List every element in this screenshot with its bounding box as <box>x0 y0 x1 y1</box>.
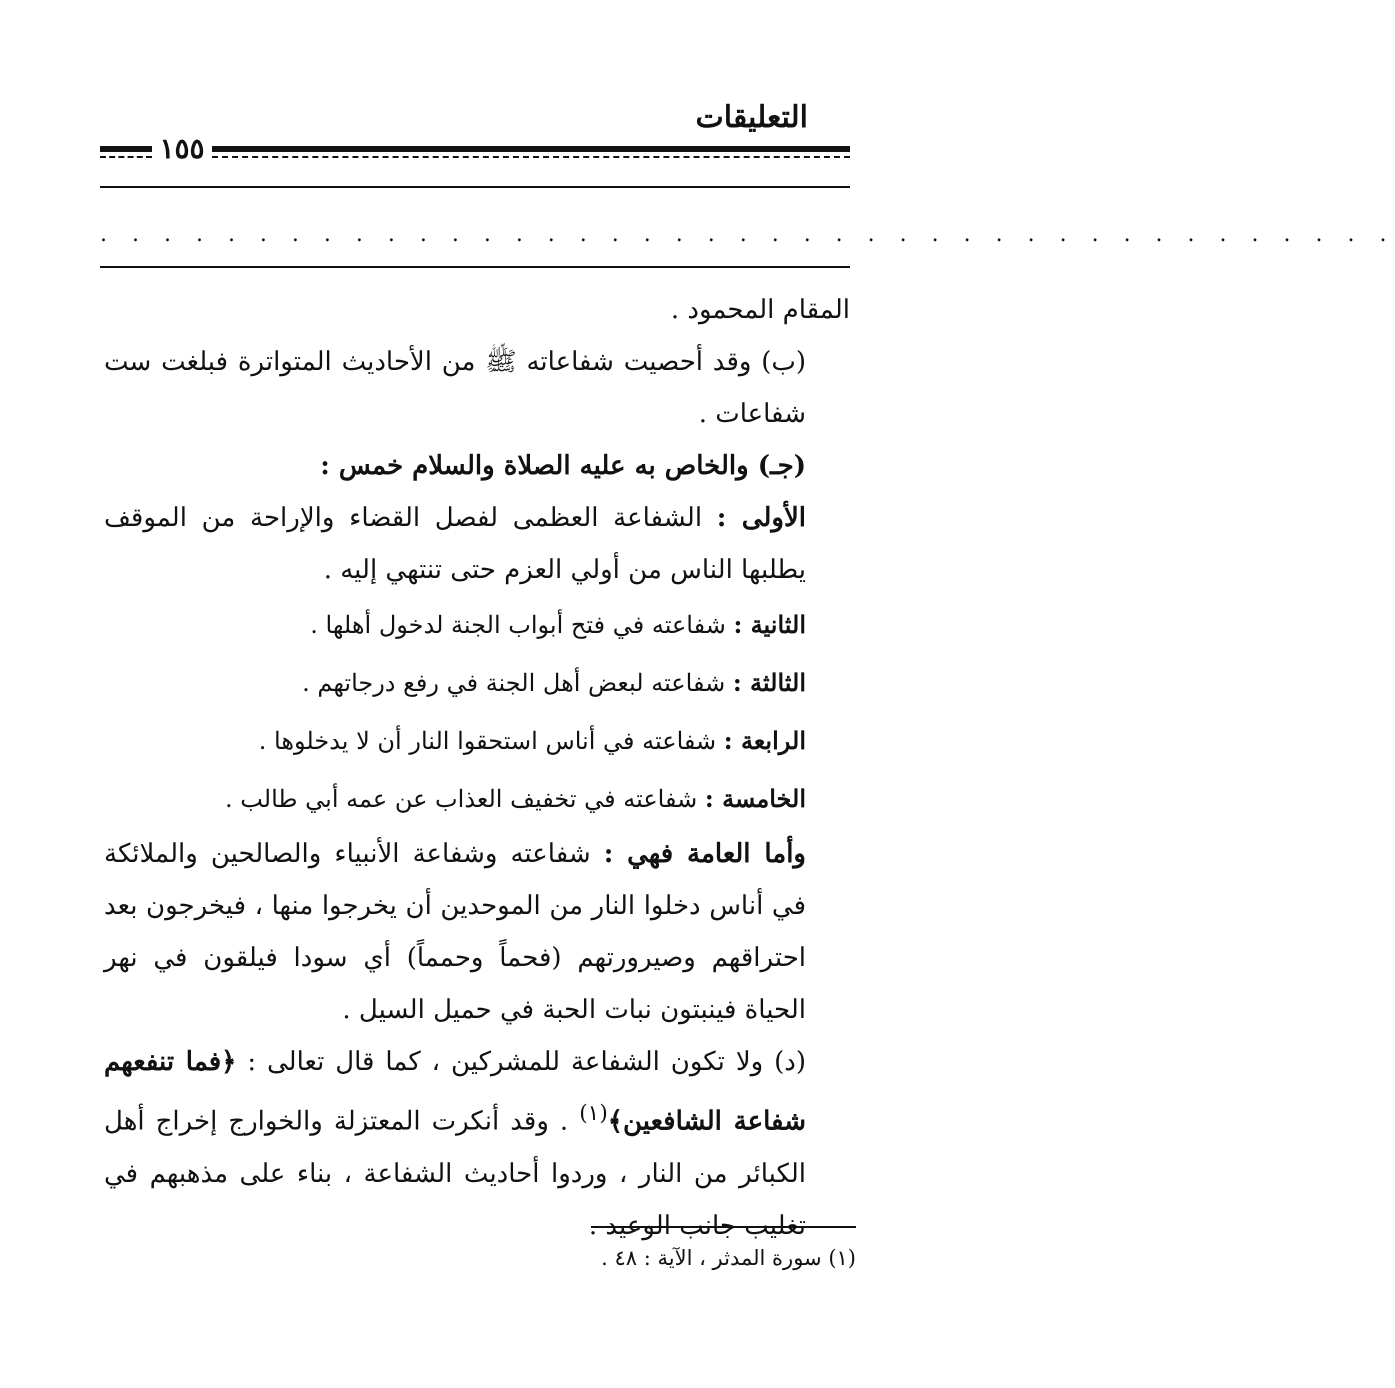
list-item <box>104 770 850 828</box>
running-header-title: التعليقات <box>695 100 808 135</box>
paragraph <box>104 828 850 1036</box>
item-label: الأولى : <box>716 503 806 533</box>
list-item <box>104 712 850 770</box>
footnote-ref: (١) <box>579 1101 608 1126</box>
item-text: شفاعته لبعض أهل الجنة في رفع درجاتهم . <box>302 669 733 697</box>
item-text: الشفاعة العظمى لفصل القضاء والإراحة من الموقف يطلبها الناس من أولي العزم حتى تنتهي إليه . <box>104 503 806 585</box>
paragraph-heading: (جـ) والخاص به عليه الصلاة والسلام خمس : <box>320 451 806 481</box>
item-label: وأما العامة فهي : <box>603 839 806 869</box>
header-rule-left <box>100 146 152 152</box>
paragraph <box>104 1036 850 1252</box>
item-text: شفاعته في تخفيف العذاب عن عمه أبي طالب . <box>224 785 705 813</box>
item-label: الرابعة : <box>723 726 806 755</box>
item-text: شفاعته وشفاعة الأنبياء والصالحين والملائكة في أناس دخلوا النار من الموحدين أن يخرجوا منها ، فيخرجون بعد احتراقهم وصيرورتهم (فحماً وحمماً) أي سودا فيلقون في نهر الحياة فينبتون نبات الحبة في حميل السيل . <box>104 839 806 1025</box>
separator-rule-top <box>100 186 850 188</box>
header-rule-left-dashed <box>100 156 152 158</box>
list-item <box>104 596 850 654</box>
item-text: شفاعته في أناس استحقوا النار أن لا يدخلوها . <box>258 727 724 755</box>
item-label: الثالثة : <box>732 668 806 697</box>
item-text: . وقد أنكرت المعتزلة والخوارج إخراج أهل الكبائر من النار ، وردوا أحاديث الشفاعة ، بناء على مذهبهم في تغليب جانب الوعيد . <box>104 1106 806 1241</box>
item-label: الثانية : <box>733 610 806 639</box>
list-item <box>104 654 850 712</box>
item-text: (د) ولا تكون الشفاعة للمشركين ، كما قال تعالى : <box>236 1047 806 1077</box>
header-rule-dashed <box>212 156 850 158</box>
item-text: شفاعته في فتح أبواب الجنة لدخول أهلها . <box>310 611 734 639</box>
body-text <box>104 284 850 1252</box>
paragraph <box>104 492 850 596</box>
separator-rule-bottom <box>100 266 850 268</box>
paragraph: (ب) وقد أحصيت شفاعاته ﷺ من الأحاديث المتواترة فبلغت ست شفاعات . <box>104 347 806 429</box>
footnote: (١) سورة المدثر ، الآية : ٤٨ . <box>601 1246 856 1270</box>
quran-quote: ﴿فما تنفعهم شفاعة الشافعين﴾ <box>104 1047 806 1137</box>
page-number: ١٥٥ <box>159 132 205 165</box>
separator-dots: . . . . . . . . . . . . . . . . . . . . . . . . . . . . . . . . . . . . . . . . . <box>100 222 1395 247</box>
item-label: الخامسة : <box>704 784 806 813</box>
header-rule <box>212 146 850 152</box>
footnote-rule <box>591 1226 856 1228</box>
paragraph: المقام المحمود . <box>670 295 850 325</box>
